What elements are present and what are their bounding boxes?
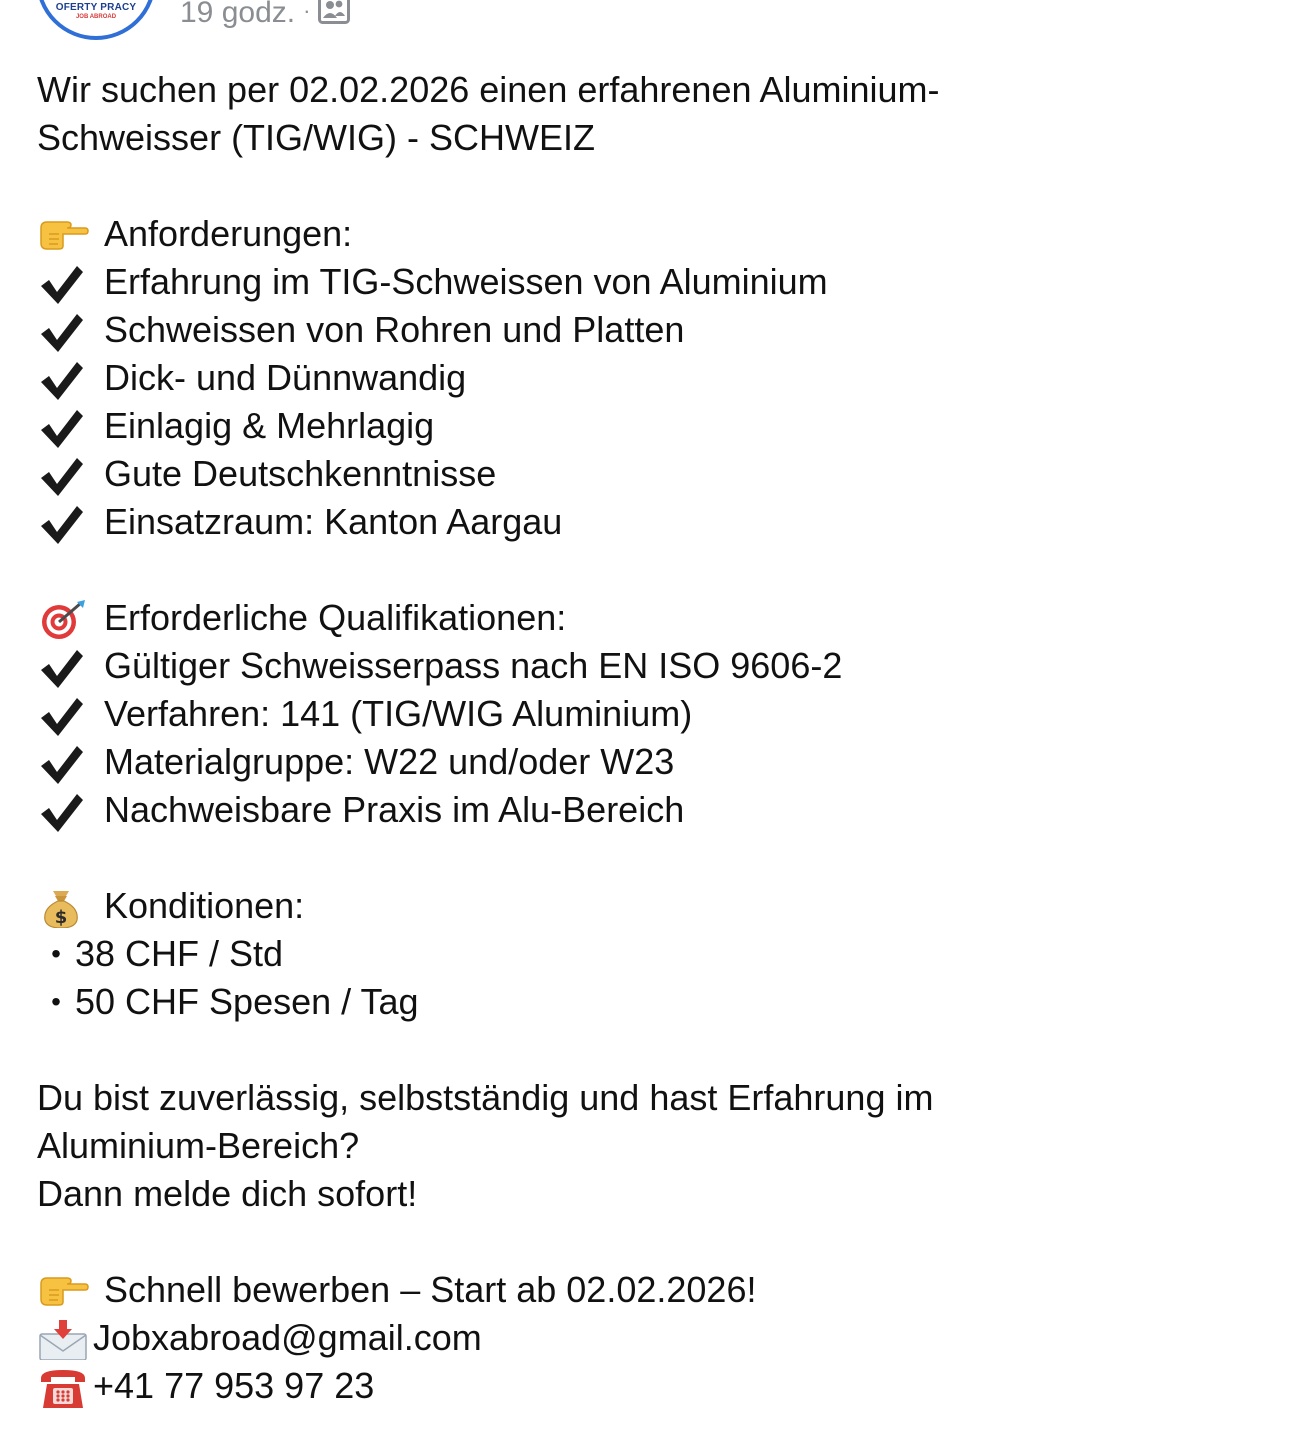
closing-line: Aluminium-Bereich? bbox=[37, 1125, 360, 1166]
check-mark-icon bbox=[37, 642, 89, 690]
pointing-hand-icon bbox=[37, 210, 89, 258]
spacer bbox=[37, 1026, 1257, 1074]
requirement-item bbox=[37, 450, 1257, 498]
apply-text: Schnell bewerben – Start ab 02.02.2026! bbox=[104, 1269, 757, 1310]
spacer bbox=[37, 1218, 1257, 1266]
avatar-label-sub: JOB ABROAD bbox=[75, 14, 117, 20]
check-mark-icon bbox=[37, 354, 89, 402]
envelope-arrow-icon bbox=[37, 1314, 93, 1362]
conditions-heading-row bbox=[37, 882, 1257, 930]
condition-text: 50 CHF Spesen / Tag bbox=[75, 981, 419, 1022]
requirements-heading: Anforderungen: bbox=[104, 213, 353, 254]
requirement-item bbox=[37, 498, 1257, 546]
bullet: • bbox=[51, 986, 61, 1017]
group-audience-icon[interactable] bbox=[318, 0, 350, 32]
check-mark-icon bbox=[37, 498, 89, 546]
check-mark-icon bbox=[37, 306, 89, 354]
requirement-text: Erfahrung im TIG-Schweissen von Aluminium bbox=[104, 261, 828, 302]
post-meta bbox=[180, 0, 350, 32]
target-dart-icon bbox=[37, 594, 89, 642]
qualification-item bbox=[37, 786, 1257, 834]
qualifications-heading: Erforderliche Qualifikationen: bbox=[104, 597, 567, 638]
svg-text:$: $ bbox=[54, 907, 68, 928]
money-bag-icon bbox=[37, 882, 89, 930]
check-mark-icon bbox=[37, 258, 89, 306]
qualification-text: Materialgruppe: W22 und/oder W23 bbox=[104, 741, 675, 782]
qualification-item bbox=[37, 690, 1257, 738]
check-mark-icon bbox=[37, 786, 89, 834]
phone-link[interactable]: +41 77 953 97 23 bbox=[93, 1365, 375, 1406]
phone-row bbox=[37, 1362, 1257, 1410]
check-mark-icon bbox=[37, 690, 89, 738]
check-mark-icon bbox=[37, 402, 89, 450]
spacer bbox=[37, 834, 1257, 882]
requirement-item bbox=[37, 354, 1257, 402]
requirements-heading-row bbox=[37, 210, 1257, 258]
spacer bbox=[37, 546, 1257, 594]
condition-item bbox=[37, 930, 1257, 978]
requirement-text: Schweissen von Rohren und Platten bbox=[104, 309, 685, 350]
requirement-item bbox=[37, 306, 1257, 354]
apply-row bbox=[37, 1266, 1257, 1314]
qualification-text: Nachweisbare Praxis im Alu-Bereich bbox=[104, 789, 685, 830]
requirement-text: Gute Deutschkenntnisse bbox=[104, 453, 497, 494]
post-header bbox=[0, 0, 1290, 60]
check-mark-icon bbox=[37, 450, 89, 498]
intro-line: Wir suchen per 02.02.2026 einen erfahrenen Aluminium- bbox=[37, 69, 940, 110]
qualifications-heading-row bbox=[37, 594, 1257, 642]
post-body bbox=[37, 66, 1257, 1410]
qualification-item bbox=[37, 642, 1257, 690]
page-avatar[interactable] bbox=[36, 0, 156, 40]
pointing-hand-icon bbox=[37, 1266, 89, 1314]
requirement-text: Einsatzraum: Kanton Aargau bbox=[104, 501, 563, 542]
condition-item bbox=[37, 978, 1257, 1026]
condition-text: 38 CHF / Std bbox=[75, 933, 284, 974]
requirement-item bbox=[37, 402, 1257, 450]
conditions-heading: Konditionen: bbox=[104, 885, 305, 926]
check-mark-icon bbox=[37, 738, 89, 786]
post-timestamp[interactable]: 19 godz. bbox=[180, 0, 296, 29]
closing-line: Dann melde dich sofort! bbox=[37, 1173, 418, 1214]
email-row bbox=[37, 1314, 1257, 1362]
requirement-text: Einlagig & Mehrlagig bbox=[104, 405, 435, 446]
spacer bbox=[37, 162, 1257, 210]
qualification-item bbox=[37, 738, 1257, 786]
meta-separator: · bbox=[303, 0, 311, 23]
closing-line: Du bist zuverlässig, selbstständig und hast Erfahrung im bbox=[37, 1077, 934, 1118]
avatar-label-main: OFERTY PRACY bbox=[55, 2, 137, 13]
qualification-text: Verfahren: 141 (TIG/WIG Aluminium) bbox=[104, 693, 693, 734]
bullet: • bbox=[51, 938, 61, 969]
intro-line: Schweisser (TIG/WIG) - SCHWEIZ bbox=[37, 117, 595, 158]
qualification-text: Gültiger Schweisserpass nach EN ISO 9606-2 bbox=[104, 645, 843, 686]
requirement-text: Dick- und Dünnwandig bbox=[104, 357, 467, 398]
email-link[interactable]: Jobxabroad@gmail.com bbox=[93, 1317, 482, 1358]
requirement-item bbox=[37, 258, 1257, 306]
telephone-icon bbox=[37, 1362, 93, 1410]
